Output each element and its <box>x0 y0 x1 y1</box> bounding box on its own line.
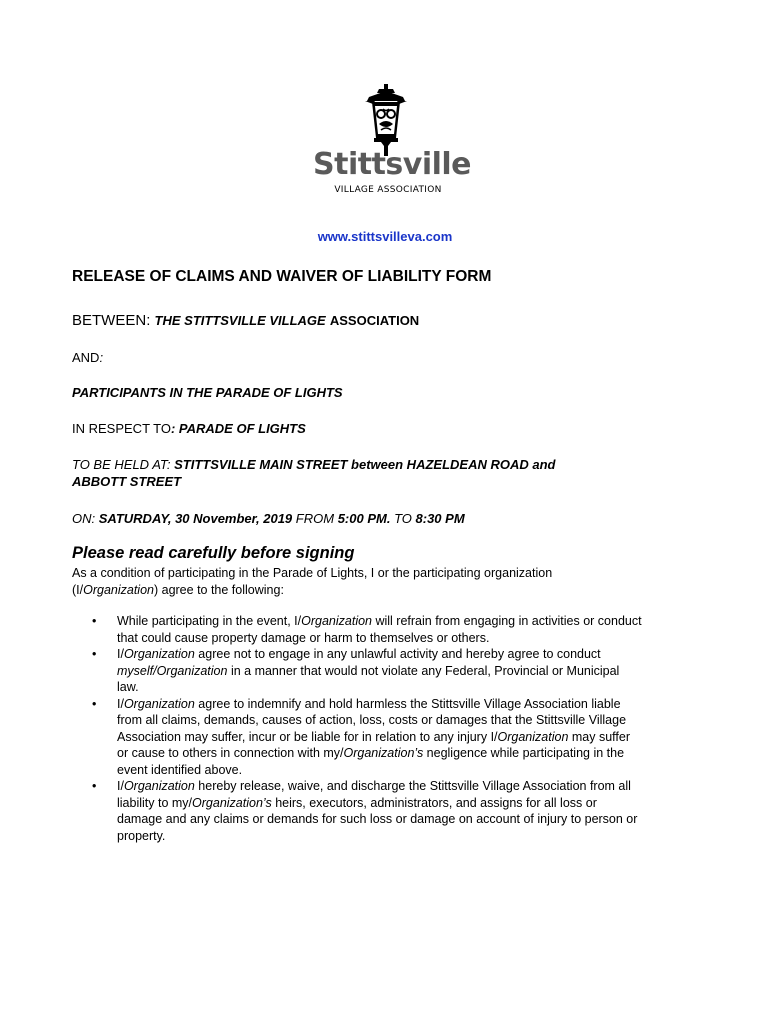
b4-e: Organization’s <box>192 795 272 810</box>
b2-a: I/ <box>117 647 124 661</box>
between-label: BETWEEN <box>72 312 147 329</box>
b3-f: Organization <box>497 729 569 744</box>
b3-j: negligence while participating in the <box>423 746 625 760</box>
b3-c: agree to indemnify and hold harmless the Stittsville Village Association liable <box>194 696 621 711</box>
held-value-line2: ABBOTT STREET <box>72 474 182 489</box>
list-item <box>92 696 706 779</box>
b3-h: or cause to others in connection with my/ <box>117 746 344 760</box>
b4-a: I/ <box>117 779 124 793</box>
list-item <box>92 613 706 646</box>
b1-c: will refrain from engaging in activities or conduct <box>372 614 642 628</box>
b4-g: damage and any claims or demands for such loss or damage on account of injury to person or <box>117 812 638 826</box>
respect-value: : PARADE OF LIGHTS <box>170 421 306 436</box>
b4-h: property. <box>117 828 166 843</box>
participants-line: PARTICIPANTS IN THE PARADE OF LIGHTS <box>72 385 343 400</box>
to-label: TO <box>394 511 412 526</box>
b3-e: Association may suffer, incur or be liable for in relation to any injury I/ <box>117 729 498 744</box>
b2-c: agree not to engage in any unlawful activity and hereby agree to conduct <box>194 647 601 661</box>
b2-f: law. <box>117 680 139 694</box>
b3-i: Organization’s <box>343 746 424 760</box>
intro-paragraph <box>72 565 632 598</box>
intro-line1: As a condition of participating in the Parade of Lights, I or the participating organization <box>72 566 553 580</box>
intro-open: (I/ <box>72 582 84 597</box>
b1-a: While participating in the event, I/ <box>117 614 302 628</box>
intro-close: ) agree to the following: <box>153 582 284 597</box>
bullet-icon: • <box>92 779 97 793</box>
b4-f: heirs, executors, administrators, and assigns for all loss or <box>271 795 597 810</box>
respect-line <box>72 420 306 437</box>
bullet-icon: • <box>92 647 97 661</box>
conditions-list <box>92 613 706 844</box>
b3-b: Organization <box>123 696 195 711</box>
and-colon: : <box>99 350 104 365</box>
stittsville-logo <box>305 84 472 202</box>
intro-org: Organization <box>83 582 154 597</box>
b1-d: that could cause property damage or harm to themselves or others. <box>117 630 490 645</box>
on-label: ON: <box>72 511 96 526</box>
brand-name: Stittsville <box>313 147 472 182</box>
between-line <box>72 312 419 329</box>
b4-c: hereby release, waive, and discharge the Stittsville Village Association from all <box>194 779 631 793</box>
bullet-icon: • <box>92 614 97 628</box>
held-label: TO BE HELD AT: <box>72 457 171 472</box>
b3-a: I/ <box>117 696 124 711</box>
list-item <box>92 646 706 696</box>
b3-d: from all claims, demands, causes of action, loss, costs or damages that the Stittsville Village <box>117 713 627 727</box>
respect-label: IN RESPECT TO <box>72 421 171 436</box>
b2-d: myself/Organization <box>117 663 228 678</box>
lamppost-icon <box>361 84 411 156</box>
website-link[interactable]: www.stittsvilleva.com <box>317 229 453 244</box>
form-title: RELEASE OF CLAIMS AND WAIVER OF LIABILITY FORM <box>72 268 492 285</box>
between-colon: : <box>146 312 151 329</box>
b3-g: may suffer <box>568 729 630 744</box>
b1-b: Organization <box>301 614 372 628</box>
between-party-italic: THE STITTSVILLE VILLAGE <box>154 313 326 328</box>
to-time: 8:30 PM <box>415 511 465 526</box>
held-at-line <box>72 456 672 490</box>
between-party-plain: ASSOCIATION <box>329 313 420 328</box>
b4-b: Organization <box>123 779 195 793</box>
b3-k: event identified above. <box>117 762 243 777</box>
b2-e: in a manner that would not violate any Federal, Provincial or Municipal <box>227 663 620 678</box>
read-carefully-heading: Please read carefully before signing <box>72 544 355 562</box>
list-item <box>92 778 706 844</box>
and-label: AND <box>72 350 100 365</box>
b2-b: Organization <box>123 647 195 661</box>
bullet-icon: • <box>92 696 97 711</box>
held-value-line1: STITTSVILLE MAIN STREET between HAZELDEAN ROAD and <box>174 457 556 472</box>
event-date: SATURDAY, 30 November, 2019 <box>98 511 293 526</box>
and-line <box>72 349 103 366</box>
date-time-line <box>72 510 465 527</box>
brand-subtitle: VILLAGE ASSOCIATION <box>334 185 442 195</box>
from-label: FROM <box>295 511 335 526</box>
from-time: 5:00 PM. <box>337 511 391 526</box>
b4-d: liability to my/ <box>117 795 193 810</box>
